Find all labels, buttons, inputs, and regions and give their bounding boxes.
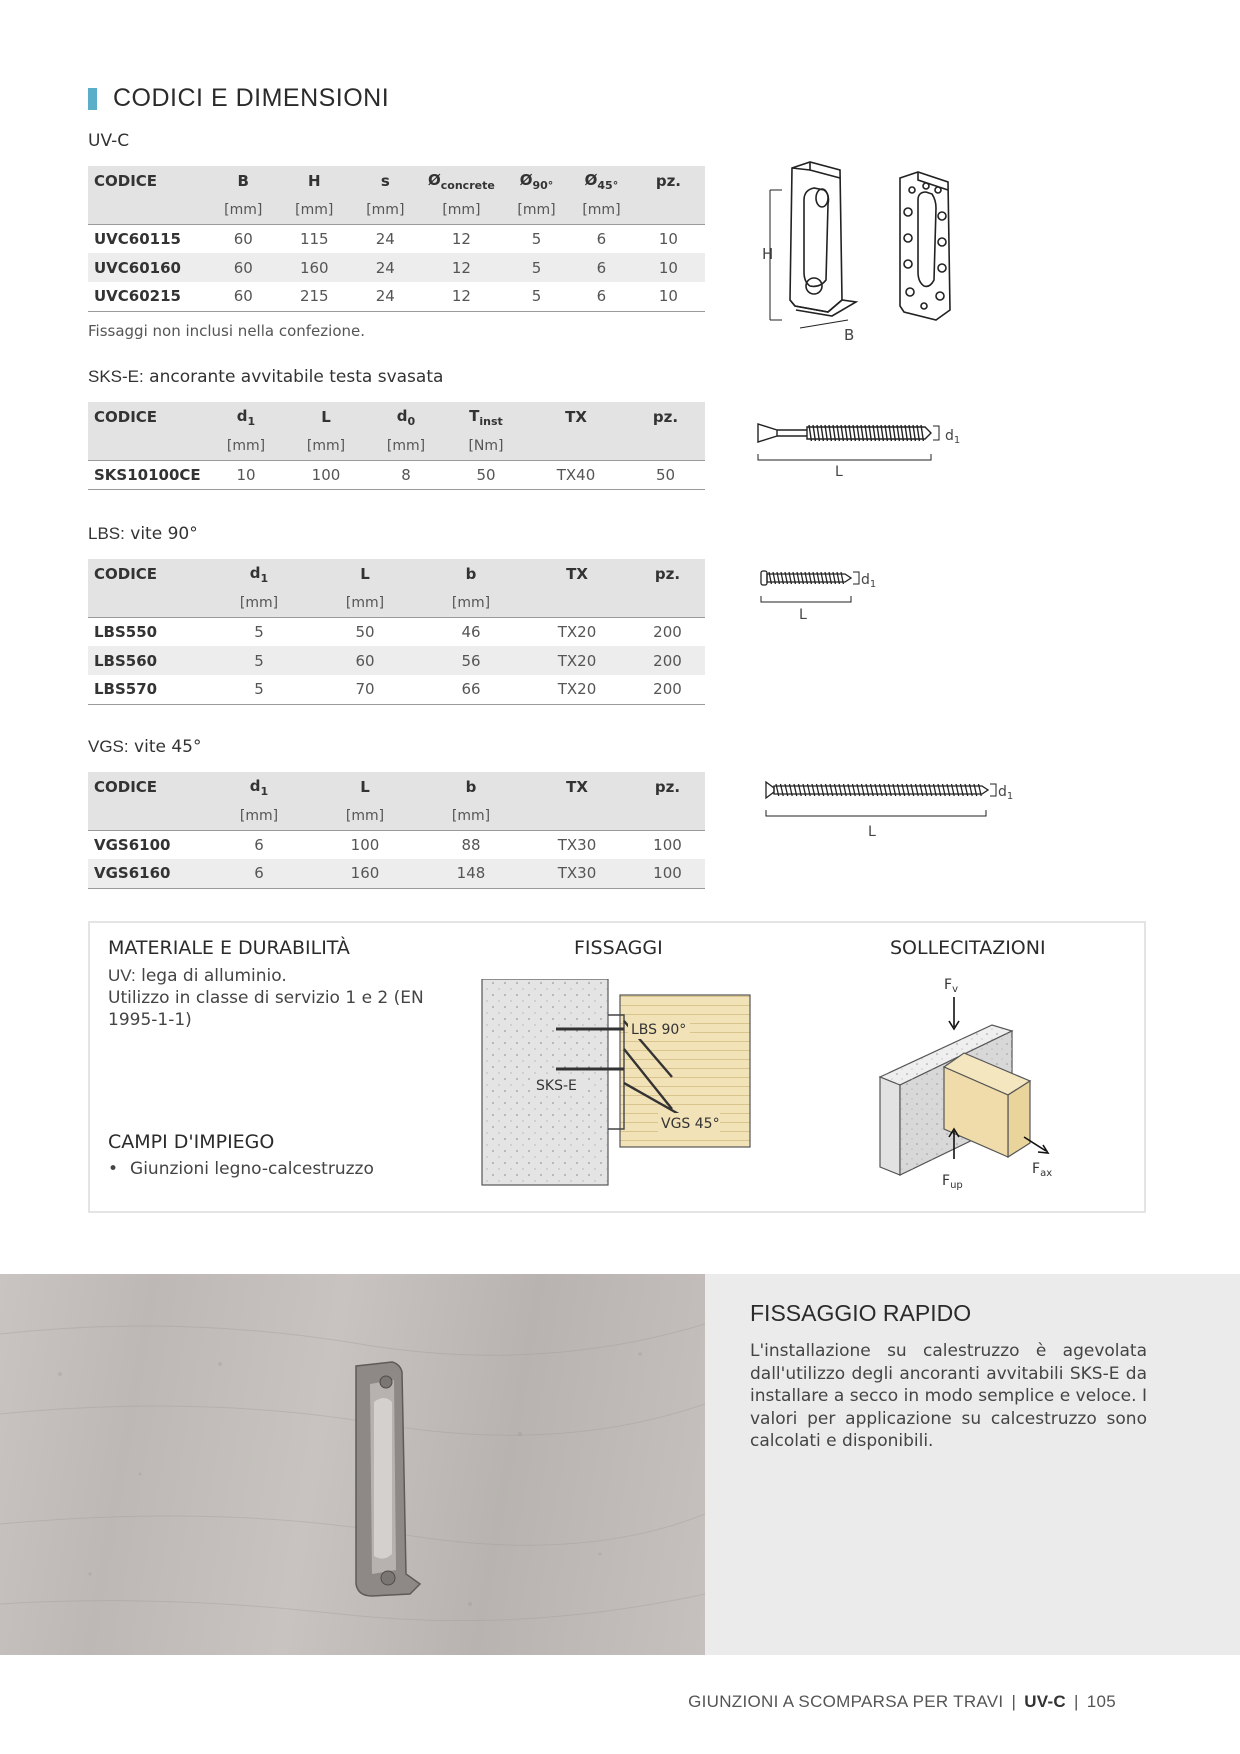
table-units-row — [88, 589, 705, 617]
footer-separator: | — [1074, 1692, 1079, 1711]
sks-dim-l: L — [835, 464, 843, 480]
cell-value: 6 — [571, 282, 632, 311]
cell-value: 215 — [279, 282, 350, 311]
unit-cell: [mm] — [206, 432, 286, 460]
lbs-subtitle-code: LBS: — [88, 524, 125, 543]
cell-value: 5 — [531, 229, 542, 248]
unit-cell: [mm] — [312, 589, 418, 617]
cell-value: TX30 — [524, 859, 630, 888]
table-row — [88, 830, 705, 859]
footer-section: GIUNZIONI A SCOMPARSA PER TRAVI — [688, 1692, 1004, 1711]
unit-cell — [88, 196, 208, 224]
unit-cell: [mm] — [350, 196, 421, 224]
cell-value: 5 — [206, 646, 312, 675]
lbs-dim-d: $d_1$ — [861, 572, 877, 590]
table-row — [88, 675, 705, 704]
campi-title: CAMPI D'IMPIEGO — [108, 1131, 275, 1153]
uvc-product-drawing — [760, 160, 1010, 345]
cell-value: 24 — [375, 229, 395, 248]
cell-code: LBS570 — [88, 675, 206, 704]
unit-cell: [mm] — [571, 196, 632, 224]
sks-subtitle-desc: ancorante avvitabile testa svasata — [143, 367, 444, 387]
cell-value: 160 — [312, 859, 418, 888]
table-header-row — [88, 402, 705, 432]
cell-value: 100 — [350, 835, 380, 854]
cell-value: 5 — [502, 253, 571, 282]
cell-value: 100 — [286, 460, 366, 489]
unit-cell — [630, 589, 705, 617]
sollecitazioni-diagram — [874, 971, 1104, 1197]
cell-value: 12 — [421, 282, 502, 311]
cell-value: TX20 — [557, 622, 597, 641]
cell-value: 46 — [461, 622, 481, 641]
col-pz: pz. — [630, 559, 705, 589]
cell-value: 200 — [653, 622, 682, 641]
unit-cell: [mm] — [418, 589, 524, 617]
cell-value: 200 — [630, 646, 705, 675]
cell-code: LBS550 — [94, 622, 158, 641]
cell-value: 50 — [446, 460, 526, 489]
dim-b-label: B — [844, 326, 855, 344]
campi-list-item — [108, 1159, 374, 1179]
vgs-subtitle — [88, 737, 201, 757]
lbs-subtitle-desc: vite 90° — [124, 524, 198, 544]
cell-code: VGS6160 — [88, 859, 206, 888]
cell-value: 148 — [418, 859, 524, 888]
lbs-subtitle — [88, 524, 198, 544]
heading-text: CODICI E DIMENSIONI — [113, 84, 390, 112]
cell-code: UVC60215 — [88, 282, 208, 311]
unit-cell — [88, 589, 206, 617]
cell-value: 5 — [502, 282, 571, 311]
dim-h-label: H — [762, 245, 774, 263]
cell-code: SKS10100CE — [88, 460, 206, 489]
col-b: b — [418, 559, 524, 589]
cell-value: 8 — [366, 460, 446, 489]
section-heading — [88, 84, 389, 113]
cell-value: 10 — [658, 229, 678, 248]
sks-table — [88, 402, 705, 490]
cell-value: TX20 — [524, 675, 630, 704]
unit-cell: [mm] — [366, 432, 446, 460]
cell-value: TX20 — [524, 646, 630, 675]
table-row — [88, 646, 705, 675]
rapido-text: L'installazione su calestruzzo è agevolata dall'utilizzo degli ancoranti avvitabili SKS-E da installare a secco in modo semplice e veloce. I valori per applicazione su calcestruzzo sono calcolati e disponibili. — [750, 1341, 1147, 1451]
table-row — [88, 460, 705, 489]
sollecitazioni-title: SOLLECITAZIONI — [890, 937, 1046, 959]
col-tx: TX — [524, 559, 630, 589]
footer-separator: | — [1011, 1692, 1017, 1711]
cell-value: 56 — [418, 646, 524, 675]
table-header-row — [88, 166, 705, 196]
table-row — [88, 253, 705, 282]
cell-value: 10 — [632, 253, 705, 282]
cell-value: 60 — [208, 282, 279, 311]
bullet-dot: • — [108, 1159, 119, 1179]
table-units-row — [88, 196, 705, 224]
col-b: B — [208, 166, 279, 196]
table-row — [88, 859, 705, 888]
lbs-dim-l: L — [799, 607, 807, 623]
cell-value: 60 — [208, 253, 279, 282]
cell-value: TX40 — [526, 460, 626, 489]
cell-value: 10 — [206, 460, 286, 489]
cell-value: 88 — [461, 835, 481, 854]
cell-code: UVC60160 — [88, 253, 208, 282]
campi-item-text: Giunzioni legno-calcestruzzo — [130, 1159, 374, 1179]
force-up-label: $F_{up}$ — [942, 1173, 963, 1191]
col-d1: $d_1$ — [206, 559, 312, 589]
unit-cell: [mm] — [502, 196, 571, 224]
unit-cell — [88, 432, 206, 460]
cell-value: 5 — [206, 675, 312, 704]
col-pz: pz. — [630, 772, 705, 802]
col-codice: CODICE — [88, 559, 206, 589]
lbs-table — [88, 559, 705, 705]
uvc-table-body — [88, 224, 705, 311]
label-sks: SKS-E — [536, 1078, 577, 1094]
material-line-2: Utilizzo in classe di servizio 1 e 2 (EN — [108, 988, 424, 1008]
unit-cell — [526, 432, 626, 460]
lbs-table-body — [88, 617, 705, 704]
uvc-note: Fissaggi non inclusi nella confezione. — [88, 322, 366, 340]
fissaggi-title: FISSAGGI — [574, 937, 663, 959]
col-codice: CODICE — [88, 402, 206, 432]
unit-cell: [mm] — [208, 196, 279, 224]
vgs-screw-drawing — [760, 778, 1020, 844]
label-lbs: LBS 90° — [631, 1022, 687, 1038]
info-box — [88, 921, 1146, 1213]
table-header-row — [88, 559, 705, 589]
vgs-table-body — [88, 830, 705, 888]
force-v-label: $F_v$ — [944, 977, 958, 995]
col-codice: CODICE — [88, 166, 208, 196]
unit-cell: [mm] — [206, 589, 312, 617]
table-row — [88, 224, 705, 253]
uvc-table — [88, 166, 705, 312]
fissaggi-diagram — [478, 979, 758, 1191]
rapido-panel — [705, 1274, 1240, 1655]
col-d1: $d_1$ — [206, 772, 312, 802]
cell-value: 100 — [630, 859, 705, 888]
unit-cell — [524, 802, 630, 830]
cell-value: 12 — [421, 253, 502, 282]
col-tx: TX — [524, 772, 630, 802]
col-s: s — [350, 166, 421, 196]
material-line-1 — [108, 965, 438, 987]
col-d1: $d_1$ — [206, 402, 286, 432]
label-vgs: VGS 45° — [661, 1116, 720, 1132]
unit-cell: [mm] — [279, 196, 350, 224]
installation-photo — [0, 1274, 705, 1655]
unit-cell — [626, 432, 705, 460]
cell-code: UVC60115 — [94, 229, 181, 248]
page-footer — [688, 1692, 1116, 1712]
cell-value: 60 — [233, 229, 253, 248]
table-units-row — [88, 802, 705, 830]
cell-value: 6 — [254, 835, 264, 854]
col-tinst: $T_{inst}$ — [446, 402, 526, 432]
col-l: L — [312, 559, 418, 589]
col-d-concrete: $Ø_{concrete}$ — [421, 166, 502, 196]
col-d0: $d_0$ — [366, 402, 446, 432]
cell-value: 60 — [312, 646, 418, 675]
unit-cell — [524, 589, 630, 617]
lbs-screw-drawing — [755, 566, 895, 626]
cell-value: 66 — [418, 675, 524, 704]
material-text — [108, 965, 438, 1031]
unit-cell: [mm] — [206, 802, 312, 830]
unit-cell — [630, 802, 705, 830]
cell-value: 160 — [279, 253, 350, 282]
vgs-dim-l: L — [868, 824, 876, 840]
cell-value: TX30 — [557, 835, 597, 854]
cell-value: 24 — [350, 253, 421, 282]
cell-code: VGS6100 — [94, 835, 171, 854]
cell-value: 100 — [653, 835, 682, 854]
footer-page-number: 105 — [1086, 1692, 1116, 1711]
sks-dim-d: $d_1$ — [945, 428, 961, 446]
cell-value: 6 — [206, 859, 312, 888]
col-tx: TX — [526, 402, 626, 432]
cell-value: 70 — [312, 675, 418, 704]
unit-cell — [632, 196, 705, 224]
table-row — [88, 282, 705, 311]
cell-code: LBS560 — [88, 646, 206, 675]
vgs-subtitle-code: VGS: — [88, 737, 129, 756]
cell-value: 50 — [626, 460, 705, 489]
cell-value: 115 — [299, 229, 329, 248]
unit-cell: [mm] — [418, 802, 524, 830]
col-pz: pz. — [632, 166, 705, 196]
col-codice: CODICE — [88, 772, 206, 802]
material-title: MATERIALE E DURABILITÀ — [108, 937, 350, 959]
footer-product: UV-C — [1024, 1692, 1067, 1711]
heading-accent-bar — [88, 88, 97, 110]
photo-illustration — [0, 1274, 705, 1655]
material-desc: lega di alluminio. — [135, 966, 287, 986]
table-units-row — [88, 432, 705, 460]
sks-subtitle — [88, 367, 443, 387]
col-d-90: $Ø_{90^\circ}$ — [502, 166, 571, 196]
col-b: b — [418, 772, 524, 802]
uvc-subtitle: UV-C — [88, 131, 130, 151]
col-d-45: $Ø_{45^\circ}$ — [571, 166, 632, 196]
sks-screw-drawing — [755, 420, 975, 480]
unit-cell: [mm] — [312, 802, 418, 830]
cell-value: 24 — [350, 282, 421, 311]
rapido-title: FISSAGGIO RAPIDO — [750, 1300, 972, 1326]
vgs-dim-d: $d_1$ — [998, 784, 1014, 802]
cell-value: 5 — [254, 622, 264, 641]
material-code: UV: — [108, 966, 136, 985]
col-l: L — [286, 402, 366, 432]
force-ax-label: $F_{ax}$ — [1032, 1161, 1053, 1179]
cell-value: 6 — [571, 253, 632, 282]
unit-cell: [mm] — [421, 196, 502, 224]
col-pz: pz. — [626, 402, 705, 432]
sks-table-body — [88, 460, 705, 489]
sks-subtitle-code: SKS-E: — [88, 367, 144, 386]
table-row — [88, 617, 705, 646]
cell-value: 200 — [630, 675, 705, 704]
cell-value: 12 — [451, 229, 471, 248]
material-line-3: 1995-1-1) — [108, 1010, 192, 1030]
vgs-subtitle-desc: vite 45° — [128, 737, 202, 757]
vgs-table — [88, 772, 705, 889]
cell-value: 10 — [632, 282, 705, 311]
col-l: L — [312, 772, 418, 802]
unit-cell — [88, 802, 206, 830]
unit-cell: [mm] — [286, 432, 366, 460]
unit-cell: [Nm] — [446, 432, 526, 460]
cell-value: 50 — [355, 622, 375, 641]
table-header-row — [88, 772, 705, 802]
col-h: H — [279, 166, 350, 196]
cell-value: 6 — [596, 229, 607, 248]
